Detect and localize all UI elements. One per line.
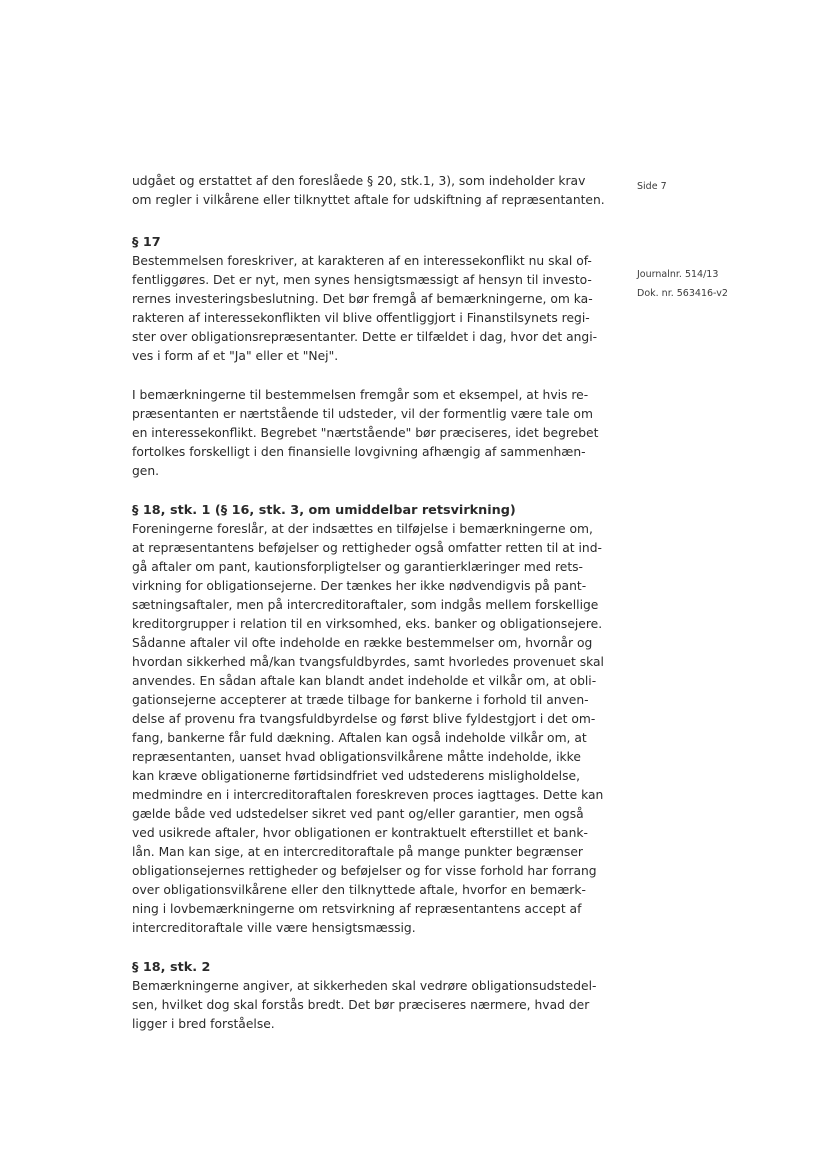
text-line: fortolkes forskelligt i den finansielle lovgivning afhængig af sammenhæn- — [132, 445, 586, 459]
journal-number: Journalnr. 514/13 — [637, 269, 719, 280]
page-number: Side 7 — [637, 181, 667, 192]
text-line: Foreningerne foreslår, at der indsættes en tilføjelse i bemærkningerne om, — [132, 522, 593, 536]
section-heading: § 18, stk. 1 (§ 16, stk. 3, om umiddelbar retsvirkning) — [132, 503, 516, 518]
text-line: medmindre en i intercreditoraftalen foreskreven proces iagttages. Dette kan — [132, 788, 604, 802]
text-line: sen, hvilket dog skal forstås bredt. Det bør præciseres nærmere, hvad der — [132, 998, 590, 1012]
text-line: I bemærkningerne til bestemmelsen fremgår som et eksempel, at hvis re- — [132, 388, 589, 402]
intro-paragraph — [132, 172, 605, 210]
text-line: delse af provenu fra tvangsfuldbyrdelse og først blive fyldestgjort i det om- — [132, 712, 596, 726]
text-line: intercreditoraftale ville være hensigtsmæssig. — [132, 921, 416, 935]
text-line: ligger i bred forståelse. — [132, 1017, 275, 1031]
text-line: obligationsejernes rettigheder og beføjelser og for visse forhold har forrang — [132, 864, 597, 878]
text-line: om regler i vilkårene eller tilknyttet aftale for udskiftning af repræsentanten. — [132, 193, 605, 207]
text-line: ning i lovbemærkningerne om retsvirkning af repræsentantens accept af — [132, 902, 582, 916]
text-line: Sådanne aftaler vil ofte indeholde en række bestemmelser om, hvornår og — [132, 636, 593, 650]
document-number: Dok. nr. 563416-v2 — [637, 288, 728, 299]
text-line: hvordan sikkerhed må/kan tvangsfuldbyrdes, samt hvorledes provenuet skal — [132, 655, 604, 669]
text-line: præsentanten er nærtstående til udsteder, vil der formentlig være tale om — [132, 407, 593, 421]
text-line: kreditorgrupper i relation til en virksomhed, eks. banker og obligationsejere. — [132, 617, 603, 631]
text-line: ster over obligationsrepræsentanter. Dette er tilfældet i dag, hvor det angi- — [132, 330, 598, 344]
text-line: kan kræve obligationerne førtidsindfriet ved udstederens misligholdelse, — [132, 769, 580, 783]
text-line: sætningsaftaler, men på intercreditoraftaler, som indgås mellem forskellige — [132, 598, 599, 612]
text-line: rakteren af interessekonflikten vil blive offentliggjort i Finanstilsynets regi- — [132, 311, 590, 325]
text-line: lån. Man kan sige, at en intercreditoraftale på mange punkter begrænser — [132, 845, 583, 859]
text-line: gælde både ved udstedelser sikret ved pant og/eller garantier, men også — [132, 807, 584, 821]
text-line: ved usikrede aftaler, hvor obligationen er kontraktuelt efterstillet et bank- — [132, 826, 588, 840]
section-17-paragraph-2 — [132, 386, 602, 481]
text-line: anvendes. En sådan aftale kan blandt andet indeholde et vilkår om, at obli- — [132, 674, 597, 688]
letter-body — [132, 172, 605, 1034]
text-line: at repræsentantens beføjelser og rettigheder også omfatter retten til at ind- — [132, 541, 602, 555]
text-line: over obligationsvilkårene eller den tilknyttede aftale, hvorfor en bemærk- — [132, 883, 586, 897]
text-line: gå aftaler om pant, kautionsforpligtelser og garantierklæringer med rets- — [132, 560, 583, 574]
section-18-1 — [132, 501, 602, 938]
section-18-2 — [132, 958, 602, 1034]
text-line: virkning for obligationsejerne. Der tænkes her ikke nødvendigvis på pant- — [132, 579, 587, 593]
text-line: en interessekonflikt. Begrebet "nærtstående" bør præciseres, idet begrebet — [132, 426, 599, 440]
section-heading: § 18, stk. 2 — [132, 960, 211, 975]
text-line: Bemærkningerne angiver, at sikkerheden skal vedrøre obligationsudstedel- — [132, 979, 597, 993]
text-line: fentliggøres. Det er nyt, men synes hensigtsmæssigt af hensyn til investo- — [132, 273, 592, 287]
text-line: ves i form af et "Ja" eller et "Nej". — [132, 349, 339, 363]
text-line: Bestemmelsen foreskriver, at karakteren af en interessekonflikt nu skal of- — [132, 254, 592, 268]
section-17 — [132, 233, 602, 366]
text-line: rernes investeringsbeslutning. Det bør fremgå af bemærkningerne, om ka- — [132, 292, 593, 306]
text-line: udgået og erstattet af den foreslåede § 20, stk.1, 3), som indeholder krav — [132, 174, 586, 188]
text-line: repræsentanten, uanset hvad obligationsvilkårene måtte indeholde, ikke — [132, 750, 581, 764]
text-line: fang, bankerne får fuld dækning. Aftalen kan også indeholde vilkår om, at — [132, 731, 587, 745]
text-line: gen. — [132, 464, 160, 478]
text-line: gationsejerne accepterer at træde tilbage for bankerne i forhold til anven- — [132, 693, 589, 707]
section-heading: § 17 — [132, 235, 161, 250]
